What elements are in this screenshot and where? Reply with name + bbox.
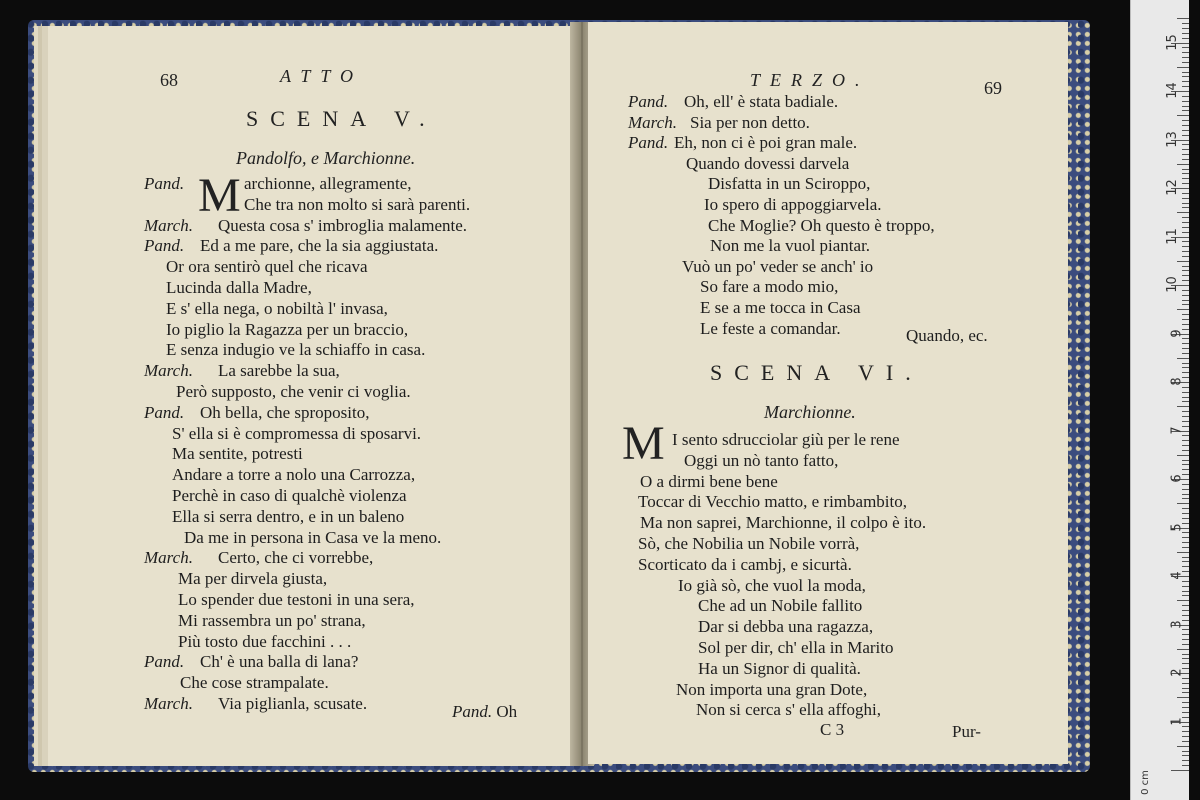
ruler-label: 1 — [1169, 716, 1185, 726]
ruler-tick — [1182, 106, 1189, 107]
ruler-tick — [1182, 232, 1189, 233]
verse-text: So fare a modo mio, — [700, 277, 839, 297]
verse-line — [184, 528, 441, 548]
verse-line — [710, 236, 870, 256]
ruler-tick — [1182, 581, 1189, 582]
verse-line — [172, 486, 407, 506]
speaker-label: Pand. — [628, 133, 669, 153]
verse-text: La sarebbe la sua, — [218, 361, 340, 381]
verse-text: Lo spender due testoni in una sera, — [178, 590, 415, 609]
verse-line — [704, 195, 882, 215]
ruler-tick — [1182, 47, 1189, 48]
drop-cap-left: M — [198, 169, 241, 222]
verse-text: Ed a me pare, che la sia aggiustata. — [200, 236, 439, 256]
verse-line: Ha un Signor di qualità. — [698, 658, 861, 678]
ruler-tick — [1182, 634, 1189, 635]
ruler-tick — [1182, 392, 1189, 393]
verse-line — [144, 361, 340, 381]
speaker-label: Pand. — [144, 174, 185, 193]
ruler-tick — [1182, 440, 1189, 441]
verse-line: Ma non saprei, Marchionne, il colpo è ito. — [640, 513, 927, 533]
ruler-tick — [1182, 736, 1189, 737]
verse-text: Lucinda dalla Madre, — [166, 278, 312, 297]
verse-text: Oh, ell' è stata badiale. — [684, 92, 839, 111]
ruler-tick — [1177, 455, 1189, 456]
ruler-tick — [1182, 387, 1189, 388]
verse-line — [178, 590, 415, 610]
ruler-tick — [1182, 86, 1189, 87]
verse-line — [700, 277, 838, 297]
ruler-tick — [1182, 275, 1189, 276]
speaker-label: Pand. — [144, 652, 185, 672]
ruler-tick — [1182, 246, 1189, 247]
ruler-tick — [1182, 683, 1189, 684]
ruler-tick — [1182, 363, 1189, 364]
verse-text: Disfatta in un Sciroppo, — [708, 174, 871, 194]
scene-title-right: SCENA VI. — [710, 360, 923, 385]
right-page — [588, 22, 1068, 764]
ruler-tick — [1182, 125, 1189, 126]
ruler-tick — [1182, 561, 1189, 562]
ruler-label: 7 — [1169, 425, 1185, 435]
verse-text: Vuò un po' veder se anch' io — [682, 256, 874, 276]
ruler-tick — [1182, 445, 1189, 446]
ruler-tick — [1182, 338, 1189, 339]
verse-line — [144, 215, 468, 236]
ruler-tick — [1182, 324, 1189, 325]
verse-line — [700, 319, 841, 339]
verse-line — [144, 174, 412, 194]
ruler-tick — [1177, 649, 1189, 650]
ruler-tick — [1182, 678, 1189, 679]
verse-line: Sol per dir, ch' ella in Marito — [698, 638, 894, 657]
ruler-tick — [1182, 120, 1189, 121]
ruler-tick — [1182, 537, 1189, 538]
ruler-tick — [1182, 469, 1189, 470]
verse-line — [708, 216, 935, 236]
verse-text: archionne, allegramente, — [244, 174, 412, 193]
ruler-tick — [1177, 309, 1189, 310]
verse-line: Che ad un Nobile fallito — [698, 596, 863, 616]
ruler-tick — [1177, 503, 1189, 504]
ruler-tick — [1182, 222, 1189, 223]
ruler-tick — [1182, 198, 1189, 199]
ruler-tick — [1182, 731, 1189, 732]
ruler-tick — [1182, 397, 1189, 398]
ruler-tick — [1182, 343, 1189, 344]
verse-text: Ella si serra dentro, e in un baleno — [172, 506, 405, 526]
ruler-label: 6 — [1169, 474, 1185, 483]
ruler-label: 2 — [1169, 668, 1185, 677]
ruler-tick — [1182, 489, 1189, 490]
ruler-tick — [1182, 542, 1189, 543]
verse-text: Che tra non molto si sarà parenti. — [244, 194, 471, 214]
ruler-tick — [1182, 62, 1189, 63]
verse-line — [682, 257, 873, 277]
verse-line — [166, 340, 425, 360]
verse-line: O a dirmi bene bene — [640, 471, 778, 491]
scene-characters-left: Pandolfo, e Marchionne. — [236, 148, 416, 168]
ruler-tick — [1182, 591, 1189, 592]
ruler-tick — [1182, 227, 1189, 228]
ruler-tick — [1182, 532, 1189, 533]
ruler-label: 3 — [1169, 619, 1185, 629]
verse-text: Questa cosa s' imbroglia malamente. — [218, 215, 468, 235]
ruler-tick — [1182, 295, 1189, 296]
ruler-label: 5 — [1169, 522, 1185, 532]
page-number-left: 68 — [160, 70, 178, 90]
verse-line — [166, 257, 368, 277]
ruler-tick — [1182, 304, 1189, 305]
speaker-label: March. — [628, 112, 677, 132]
ruler-tick — [1182, 751, 1189, 752]
verse-line: I sento sdrucciolar giù per le rene — [672, 430, 900, 449]
ruler-tick — [1182, 348, 1189, 349]
catchword-left: Pand. Oh — [452, 702, 518, 721]
ruler-tick — [1182, 110, 1189, 111]
ruler-tick — [1182, 450, 1189, 451]
ruler-tick — [1182, 557, 1189, 558]
ruler-tick — [1182, 547, 1189, 548]
ruler-tick — [1182, 256, 1189, 257]
verse-line — [628, 133, 858, 153]
signature-mark: C 3 — [820, 720, 845, 739]
verse-line — [700, 298, 861, 318]
ruler-tick — [1182, 207, 1189, 208]
verse-text: E s' ella nega, o nobiltà l' invasa, — [166, 298, 388, 318]
ruler-tick — [1177, 212, 1189, 213]
ruler-tick — [1182, 154, 1189, 155]
ruler-tick — [1182, 498, 1189, 499]
ruler-tick — [1177, 261, 1189, 262]
drop-cap-right: M — [622, 417, 665, 470]
ruler-tick — [1182, 707, 1189, 708]
verse-text: Che cose strampalate. — [180, 673, 329, 693]
verse-line — [686, 154, 849, 174]
verse-line: Non si cerca s' ella affoghi, — [696, 700, 881, 720]
ruler-tick — [1182, 726, 1189, 727]
ruler-tick — [1182, 508, 1189, 509]
verse-line — [178, 632, 351, 652]
verse-line — [172, 424, 421, 444]
ruler-tick — [1182, 605, 1189, 606]
verse-text: Io piglio la Ragazza per un braccio, — [166, 319, 409, 339]
speaker-label: March. — [144, 361, 193, 381]
ruler-tick — [1182, 518, 1189, 519]
ruler-tick — [1182, 57, 1189, 58]
ruler-tick — [1182, 644, 1189, 645]
verse-text: Andare a torre a nolo una Carrozza, — [172, 465, 416, 485]
ruler-label: 9 — [1169, 328, 1185, 338]
verse-line — [172, 465, 415, 485]
ruler-label: 12 — [1165, 179, 1181, 196]
ruler-tick — [1182, 33, 1189, 34]
verse-line — [144, 652, 359, 672]
ruler-tick — [1182, 314, 1189, 315]
ruler-tick — [1182, 23, 1189, 24]
ruler-tick — [1182, 96, 1189, 97]
verse-text: Non me la vuol piantar. — [710, 236, 871, 256]
verse-text: Ma per dirvela giusta, — [178, 569, 328, 589]
verse-text: Or ora sentirò quel che ricava — [166, 257, 368, 277]
ruler-tick — [1182, 765, 1189, 766]
ruler-label: 10 — [1165, 276, 1181, 293]
scene-title-left: SCENA V. — [246, 106, 437, 131]
verse-line: Sò, che Nobilia un Nobile vorrà, — [638, 534, 860, 553]
da-capo-mark: Quando, ec. — [906, 326, 988, 345]
verse-text: Ma sentite, potresti — [172, 444, 303, 464]
left-page — [48, 26, 578, 766]
verse-line — [628, 112, 810, 133]
running-head-right: TERZO. — [750, 70, 870, 90]
ruler-tick — [1177, 18, 1189, 19]
verse-text: Le feste a comandar. — [700, 318, 841, 338]
ruler-tick — [1182, 416, 1189, 417]
verse-line — [166, 278, 312, 298]
ruler-label: 13 — [1165, 130, 1181, 148]
verse-line: Io già sò, che vuol la moda, — [678, 575, 866, 595]
verse-line — [144, 236, 439, 256]
ruler-tick — [1182, 741, 1189, 742]
ruler-tick — [1182, 183, 1189, 184]
verse-text: Eh, non ci è poi gran male. — [674, 133, 858, 153]
ruler-tick — [1182, 193, 1189, 194]
ruler-tick — [1182, 203, 1189, 204]
ruler-tick — [1182, 513, 1189, 514]
verse-line — [628, 92, 839, 112]
ruler-tick — [1182, 72, 1189, 73]
scene-characters-right: Marchionne. — [764, 402, 856, 422]
verse-line: Dar si debba una ragazza, — [698, 617, 874, 637]
ruler-tick — [1182, 566, 1189, 567]
verse-text: Perchè in caso di qualchè violenza — [172, 486, 407, 505]
ruler-tick — [1182, 755, 1189, 756]
ruler-tick — [1177, 115, 1189, 116]
ruler-tick — [1182, 421, 1189, 422]
measurement-ruler — [1130, 0, 1189, 800]
ruler-tick — [1182, 629, 1189, 630]
verse-line — [166, 320, 408, 340]
ruler-tick — [1182, 149, 1189, 150]
verse-text: Quando dovessi darvela — [686, 153, 850, 173]
ruler-tick — [1182, 173, 1189, 174]
ruler-tick — [1182, 702, 1189, 703]
catchword-right: Pur- — [952, 722, 981, 741]
verse-line — [178, 569, 327, 589]
verse-text: E senza indugio ve la schiaffo in casa. — [166, 340, 426, 360]
ruler-tick — [1177, 358, 1189, 359]
ruler-tick — [1182, 372, 1189, 373]
speaker-label: March. — [144, 694, 193, 713]
ruler-tick — [1182, 217, 1189, 218]
ruler-tick — [1182, 130, 1189, 131]
ruler-tick — [1182, 241, 1189, 242]
ruler-tick — [1182, 712, 1189, 713]
verse-text: Mi rassembra un po' strana, — [178, 610, 366, 630]
verse-line: Non importa una gran Dote, — [676, 679, 868, 699]
ruler-tick — [1182, 401, 1189, 402]
ruler-tick — [1182, 367, 1189, 368]
verse-text: Che Moglie? Oh questo è troppo, — [708, 215, 935, 235]
ruler-tick — [1182, 251, 1189, 252]
ruler-tick — [1177, 164, 1189, 165]
ruler-tick — [1182, 266, 1189, 267]
verse-line — [244, 195, 470, 215]
ruler-tick — [1182, 760, 1189, 761]
ruler-tick — [1182, 76, 1189, 77]
verse-line — [144, 694, 368, 714]
verse-text: Via piglianla, scusate. — [218, 694, 368, 713]
verse-line: Scorticato da i cambj, e sicurtà. — [638, 554, 852, 574]
ruler-tick — [1182, 270, 1189, 271]
ruler-tick — [1182, 658, 1189, 659]
ruler-label: 15 — [1165, 33, 1181, 51]
verse-line — [178, 611, 366, 631]
ruler-tick — [1182, 688, 1189, 689]
verse-text: Oh bella, che sproposito, — [200, 402, 370, 422]
ruler-tick — [1182, 586, 1189, 587]
verse-text: Io spero di appoggiarvela. — [704, 195, 882, 214]
ruler-tick — [1182, 484, 1189, 485]
ruler-tick — [1182, 101, 1189, 102]
ruler-tick — [1182, 435, 1189, 436]
ruler-tick — [1177, 67, 1189, 68]
verse-text: E se a me tocca in Casa — [700, 298, 861, 317]
speaker-label: Pand. — [628, 92, 669, 111]
verse-text: Da me in persona in Casa ve la meno. — [184, 527, 442, 547]
ruler-tick — [1182, 178, 1189, 179]
ruler-tick — [1182, 353, 1189, 354]
verse-text: Ch' è una balla di lana? — [200, 652, 359, 672]
verse-line — [176, 382, 411, 402]
ruler-tick — [1182, 615, 1189, 616]
verse-line — [144, 548, 374, 568]
verse-line — [144, 402, 370, 423]
running-head-left: ATTO — [280, 66, 364, 86]
ruler-tick — [1182, 610, 1189, 611]
ruler-tick — [1182, 494, 1189, 495]
verse-text: Più tosto due facchini . . . — [178, 631, 352, 651]
ruler-tick — [1177, 600, 1189, 601]
ruler-tick — [1182, 28, 1189, 29]
verse-text: Certo, che ci vorrebbe, — [218, 548, 374, 568]
ruler-tick — [1182, 52, 1189, 53]
ruler-tick — [1177, 746, 1189, 747]
verse-text: S' ella si è compromessa di sposarvi. — [172, 423, 422, 443]
ruler-label: 4 — [1169, 571, 1185, 580]
ruler-tick — [1182, 319, 1189, 320]
ruler-tick — [1182, 411, 1189, 412]
ruler-tick — [1182, 663, 1189, 664]
ruler-tick — [1182, 464, 1189, 465]
verse-line — [172, 507, 404, 527]
ruler-tick — [1182, 639, 1189, 640]
ruler-tick — [1182, 280, 1189, 281]
verse-line: Toccar di Vecchio matto, e rimbambito, — [638, 492, 907, 512]
ruler-tick — [1177, 697, 1189, 698]
ruler-tick — [1182, 81, 1189, 82]
verse-line — [708, 174, 870, 194]
verse-line: Oggi un nò tanto fatto, — [684, 450, 839, 470]
speaker-label: Pand. — [144, 236, 185, 256]
ruler-tick — [1182, 290, 1189, 291]
ruler-tick — [1182, 135, 1189, 136]
verse-text: Sia per non detto. — [690, 112, 810, 132]
ruler-tick — [1182, 460, 1189, 461]
ruler-label: 14 — [1165, 82, 1181, 99]
verse-text: Però supposto, che venir ci voglia. — [176, 382, 411, 401]
ruler-tick — [1182, 692, 1189, 693]
ruler-tick — [1182, 595, 1189, 596]
ruler-tick — [1182, 654, 1189, 655]
ruler-tick — [1177, 552, 1189, 553]
speaker-label: Pand. — [144, 402, 185, 422]
ruler-label: 11 — [1165, 227, 1181, 245]
ruler-tick — [1182, 169, 1189, 170]
ruler-tick — [1182, 38, 1189, 39]
verse-line — [180, 673, 329, 693]
speaker-label: March. — [144, 548, 193, 568]
ruler-tick — [1182, 300, 1189, 301]
verse-line — [166, 299, 388, 319]
ruler-tick — [1177, 406, 1189, 407]
verse-line — [172, 444, 303, 464]
ruler-tick — [1171, 770, 1189, 771]
ruler-unit: 0 cm — [1139, 770, 1151, 795]
ruler-label: 8 — [1169, 377, 1185, 386]
page-number-right: 69 — [984, 78, 1002, 98]
ruler-tick — [1182, 159, 1189, 160]
speaker-label: March. — [144, 215, 193, 235]
ruler-tick — [1182, 144, 1189, 145]
